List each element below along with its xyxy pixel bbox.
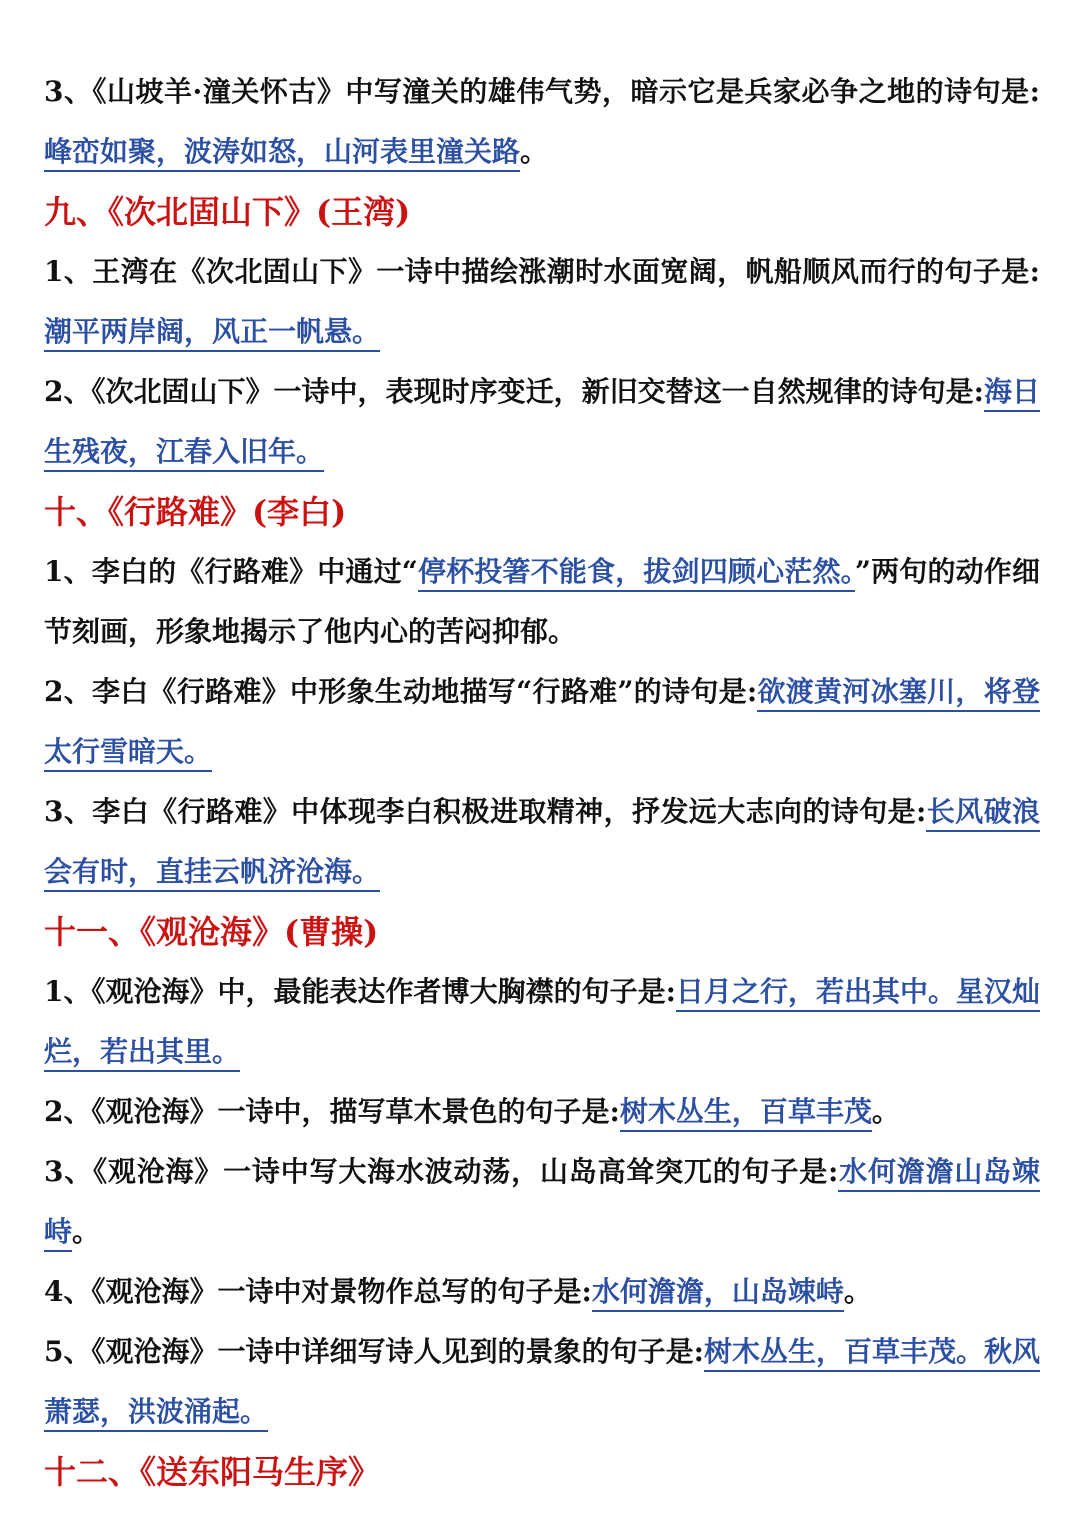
question-item — [44, 542, 1040, 662]
section-heading: 九、《次北固山下》(王湾) — [44, 193, 411, 231]
question-item — [44, 782, 1040, 902]
question-text: 2、李白《行路难》中形象生动地描写“行路难”的诗句是: — [44, 675, 758, 708]
answer-text: 长风破浪会有时，直挂云帆济沧海。 — [44, 795, 1040, 892]
section-heading: 十一、《观沧海》(曹操) — [44, 913, 379, 951]
answer-text: 潮平两岸阔，风正一帆悬。 — [44, 315, 380, 352]
answer-text: 停杯投箸不能食，拔剑四顾心茫然。 — [418, 555, 855, 592]
question-suffix: 。 — [871, 1095, 900, 1128]
question-text: 1、《观沧海》中，最能表达作者博大胸襟的句子是: — [44, 975, 676, 1008]
answer-text: 树木丛生，百草丰茂。秋风萧瑟，洪波涌起。 — [44, 1335, 1040, 1432]
question-text: 1、王湾在《次北固山下》一诗中描绘涨潮时水面宽阔，帆船顺风而行的句子是: — [44, 255, 1040, 288]
question-suffix: 。 — [520, 135, 549, 168]
question-text: 4、《观沧海》一诗中对景物作总写的句子是: — [44, 1275, 592, 1308]
question-item — [44, 362, 1040, 482]
answer-text: 水何澹澹，山岛竦峙 — [592, 1275, 844, 1312]
question-suffix: 。 — [843, 1275, 872, 1308]
question-text: 2、《次北固山下》一诗中，表现时序变迁，新旧交替这一自然规律的诗句是: — [44, 375, 984, 408]
answer-text: 水何澹澹山岛竦峙 — [44, 1155, 1040, 1252]
question-text: 3、《山坡羊·潼关怀古》中写潼关的雄伟气势，暗示它是兵家必争之地的诗句是: — [44, 75, 1040, 108]
question-item — [44, 62, 1040, 182]
section-heading: 十、《行路难》(李白) — [44, 493, 347, 531]
question-item — [44, 242, 1040, 362]
section-heading: 十二、《送东阳马生序》 — [44, 1453, 381, 1491]
question-item — [44, 1262, 1040, 1322]
answer-text: 海日生残夜，江春入旧年。 — [44, 375, 1040, 472]
question-text: 3、《观沧海》一诗中写大海水波动荡，山岛高耸突兀的句子是: — [44, 1155, 839, 1188]
question-suffix: 。 — [72, 1215, 101, 1248]
question-text: 2、《观沧海》一诗中，描写草木景色的句子是: — [44, 1095, 620, 1128]
question-item — [44, 662, 1040, 782]
question-text: 1、李白的《行路难》中通过“ — [44, 555, 418, 588]
question-item — [44, 1142, 1040, 1262]
answer-text: 欲渡黄河冰塞川，将登太行雪暗天。 — [44, 675, 1040, 772]
question-item — [44, 1322, 1040, 1442]
question-text: 5、《观沧海》一诗中详细写诗人见到的景象的句子是: — [44, 1335, 704, 1368]
question-text: 3、李白《行路难》中体现李白积极进取精神，抒发远大志向的诗句是: — [44, 795, 927, 828]
question-item — [44, 962, 1040, 1082]
question-item — [44, 1082, 1040, 1142]
answer-text: 日月之行，若出其中。星汉灿烂，若出其里。 — [44, 975, 1040, 1072]
answer-text: 树木丛生，百草丰茂 — [620, 1095, 872, 1132]
answer-text: 峰峦如聚，波涛如怒，山河表里潼关路 — [44, 135, 520, 172]
question-suffix: ”两句的动作细节刻画，形象地揭示了他内心的苦闷抑郁。 — [44, 555, 1040, 648]
